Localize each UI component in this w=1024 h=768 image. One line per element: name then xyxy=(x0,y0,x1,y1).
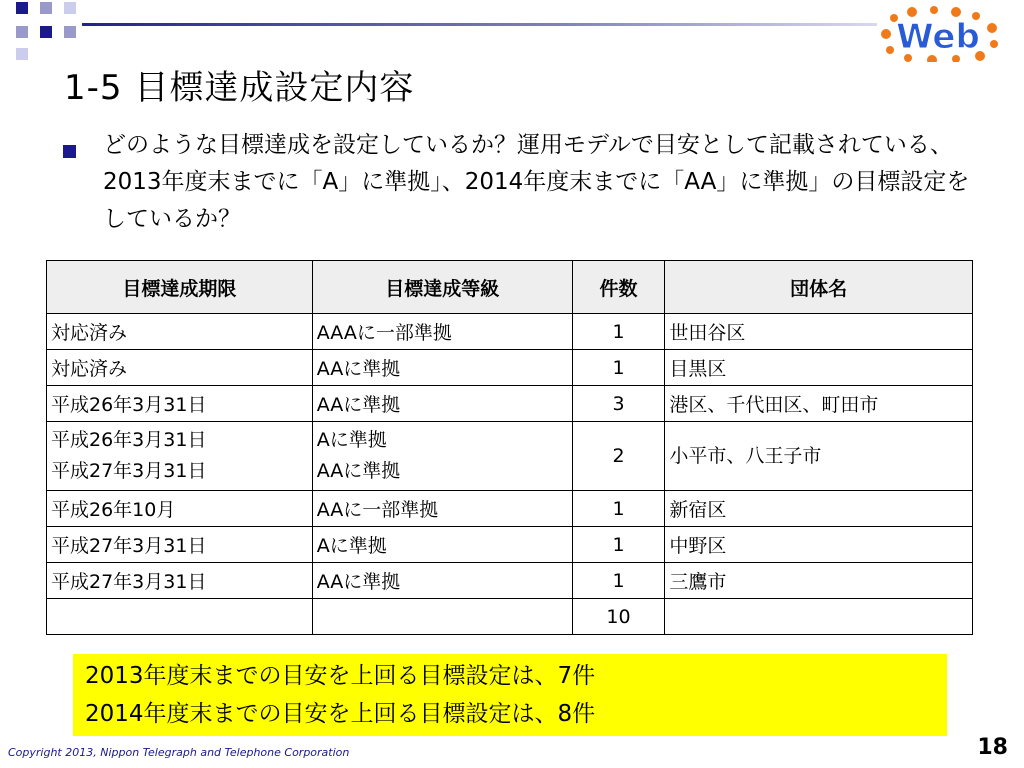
goals-table xyxy=(46,260,973,635)
web-logo-text: Web xyxy=(896,17,980,57)
corner-decoration xyxy=(0,0,110,60)
cell-org: 港区、千代田区、町田市 xyxy=(665,386,973,422)
title-rule xyxy=(82,23,877,26)
cell-org: 世田谷区 xyxy=(665,314,973,350)
summary-line-2013: 2013年度末までの目安を上回る目標設定は、7件 xyxy=(85,663,596,689)
cell-org: 中野区 xyxy=(665,527,973,563)
table-header-row xyxy=(47,261,973,314)
summary-line-2014: 2014年度末までの目安を上回る目標設定は、8件 xyxy=(85,701,596,727)
cell-grade: AAに準拠 xyxy=(312,350,572,386)
cell-org: 目黒区 xyxy=(665,350,973,386)
cell-deadline: 対応済み xyxy=(47,314,313,350)
cell-grade: Aに準拠 xyxy=(312,527,572,563)
copyright-text: Copyright 2013, Nippon Telegraph and Telephone Corporation xyxy=(8,746,350,759)
header-grade: 目標達成等級 xyxy=(312,261,572,314)
cell-count: 2 xyxy=(572,422,665,491)
cell-grade: AAに準拠 xyxy=(312,563,572,599)
cell-deadline: 対応済み xyxy=(47,350,313,386)
bullet-text: どのような目標達成を設定しているか？運用モデルで目安として記載されている、2013年度末までに「A」に準拠」、2014年度末までに「AA」に準拠」の目標設定をしているか？ xyxy=(103,132,970,232)
cell-count: 1 xyxy=(572,527,665,563)
cell-deadline xyxy=(47,599,313,635)
cell-grade-line2: AAに準拠 xyxy=(316,460,401,482)
cell-count: 1 xyxy=(572,563,665,599)
table-row xyxy=(47,386,973,422)
cell-org: 小平市、八王子市 xyxy=(665,422,973,491)
table-row xyxy=(47,350,973,386)
table-row xyxy=(47,314,973,350)
cell-count: 3 xyxy=(572,386,665,422)
cell-deadline-line2: 平成27年3月31日 xyxy=(51,460,207,482)
header-org: 団体名 xyxy=(665,261,973,314)
cell-grade: AAAに一部準拠 xyxy=(312,314,572,350)
table-total-row xyxy=(47,599,973,635)
page-title: 1-5 目標達成設定内容 xyxy=(64,68,415,108)
cell-deadline: 平成26年10月 xyxy=(47,491,313,527)
table-row xyxy=(47,422,973,491)
cell-count: 1 xyxy=(572,350,665,386)
table-row xyxy=(47,527,973,563)
cell-deadline: 平成27年3月31日 xyxy=(47,527,313,563)
page-number: 18 xyxy=(977,735,1008,760)
cell-grade xyxy=(312,599,572,635)
cell-grade: AAに準拠 xyxy=(312,386,572,422)
cell-grade-line1: Aに準拠 xyxy=(316,429,387,451)
cell-org: 新宿区 xyxy=(665,491,973,527)
cell-grade xyxy=(312,422,572,491)
cell-org xyxy=(665,599,973,635)
table-row xyxy=(47,563,973,599)
table-row xyxy=(47,491,973,527)
cell-count: 1 xyxy=(572,314,665,350)
web-logo xyxy=(872,6,1004,62)
bullet-icon xyxy=(63,145,76,158)
cell-deadline xyxy=(47,422,313,491)
cell-grade: AAに一部準拠 xyxy=(312,491,572,527)
summary-box xyxy=(73,654,947,736)
cell-deadline-line1: 平成26年3月31日 xyxy=(51,429,207,451)
cell-deadline: 平成27年3月31日 xyxy=(47,563,313,599)
header-deadline: 目標達成期限 xyxy=(47,261,313,314)
cell-deadline: 平成26年3月31日 xyxy=(47,386,313,422)
header-count: 件数 xyxy=(572,261,665,314)
cell-count: 1 xyxy=(572,491,665,527)
cell-total-count: 10 xyxy=(572,599,665,635)
cell-org: 三鷹市 xyxy=(665,563,973,599)
